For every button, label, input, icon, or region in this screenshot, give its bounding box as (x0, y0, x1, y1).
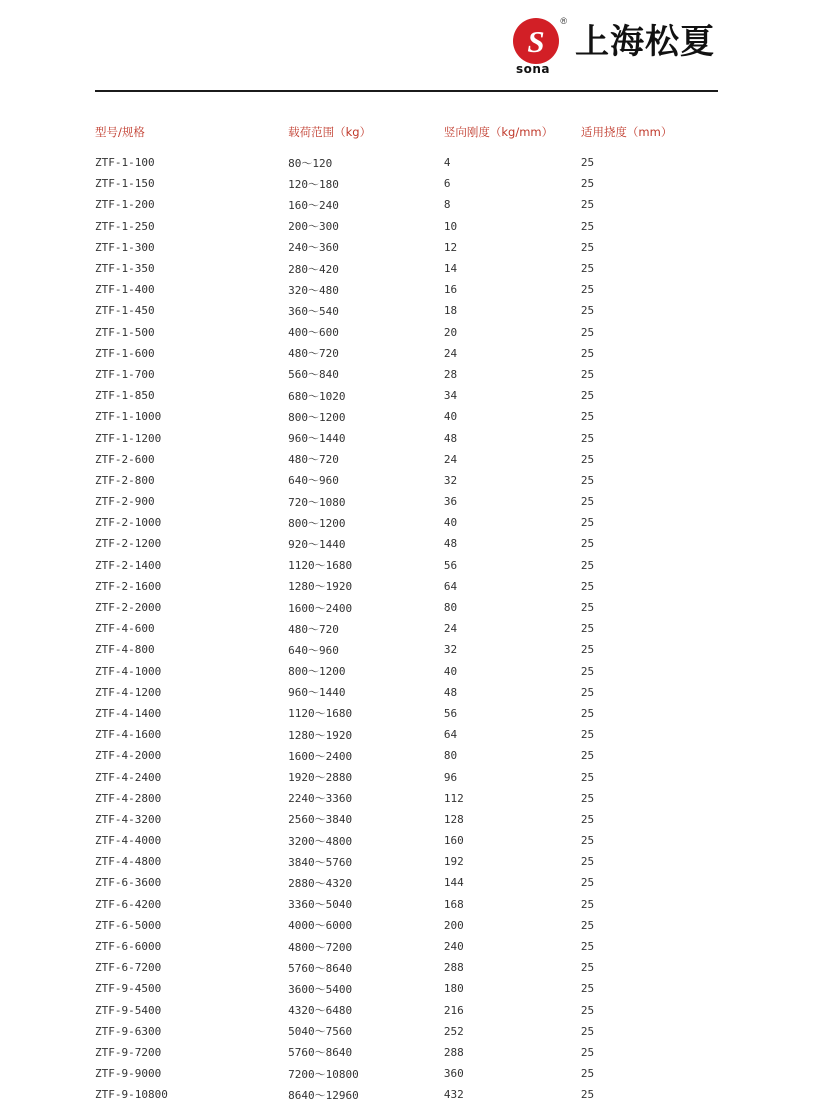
logo-chinese-name: 上海松夏 (575, 22, 715, 62)
cell-model: ZTF-4-800 (95, 643, 155, 657)
cell-deflection: 25 (580, 262, 595, 276)
cell-deflection: 25 (580, 346, 595, 360)
cell-vertical-stiffness: 288 (443, 1045, 464, 1059)
cell-load-range: 4320～6480 (288, 1004, 353, 1018)
cell-model: ZTF-6-6000 (95, 940, 162, 954)
cell-vertical-stiffness: 56 (443, 706, 458, 720)
cell-vertical-stiffness: 40 (443, 664, 458, 678)
table-row (95, 555, 718, 576)
table-row (95, 957, 718, 978)
header-divider (95, 90, 718, 92)
cell-vertical-stiffness: 40 (443, 410, 458, 424)
table-header-row (95, 124, 718, 152)
cell-vertical-stiffness: 16 (443, 283, 458, 297)
cell-model: ZTF-4-1200 (95, 685, 162, 699)
registered-trademark-icon: ® (560, 16, 567, 26)
table-row (95, 406, 718, 427)
table-row (95, 830, 718, 851)
cell-vertical-stiffness: 48 (443, 431, 458, 445)
cell-vertical-stiffness: 32 (443, 473, 458, 487)
column-header-vertical-stiffness: 竖向刚度（kg/mm） (443, 125, 554, 139)
table-row (95, 152, 718, 173)
table-row (95, 1042, 718, 1063)
table-row (95, 449, 718, 470)
cell-load-range: 400～600 (288, 326, 339, 340)
table-row (95, 788, 718, 809)
cell-vertical-stiffness: 48 (443, 685, 458, 699)
cell-load-range: 480～720 (288, 622, 339, 636)
cell-load-range: 1920～2880 (288, 771, 353, 785)
page-header (0, 0, 813, 92)
cell-vertical-stiffness: 80 (443, 601, 458, 615)
cell-load-range: 5760～8640 (288, 1046, 353, 1060)
cell-load-range: 280～420 (288, 262, 339, 276)
cell-load-range: 640～960 (288, 643, 339, 657)
table-row (95, 597, 718, 618)
cell-deflection: 25 (580, 622, 595, 636)
cell-vertical-stiffness: 80 (443, 749, 458, 763)
spec-table (95, 124, 718, 1105)
table-row (95, 1000, 718, 1021)
cell-deflection: 25 (580, 601, 595, 615)
cell-vertical-stiffness: 288 (443, 961, 464, 975)
cell-deflection: 25 (580, 452, 595, 466)
cell-model: ZTF-1-450 (95, 304, 155, 318)
cell-model: ZTF-1-500 (95, 325, 155, 339)
cell-deflection: 25 (580, 812, 595, 826)
cell-deflection: 25 (580, 219, 595, 233)
cell-model: ZTF-4-2400 (95, 770, 162, 784)
cell-load-range: 2240～3360 (288, 792, 353, 806)
cell-load-range: 360～540 (288, 304, 339, 318)
cell-vertical-stiffness: 96 (443, 770, 458, 784)
cell-model: ZTF-4-3200 (95, 812, 162, 826)
cell-load-range: 480～720 (288, 453, 339, 467)
table-row (95, 216, 718, 237)
cell-deflection: 25 (580, 367, 595, 381)
cell-deflection: 25 (580, 431, 595, 445)
cell-load-range: 3200～4800 (288, 834, 353, 848)
logo-latin-name: sona (516, 62, 551, 76)
cell-load-range: 2880～4320 (288, 876, 353, 890)
cell-load-range: 800～1200 (288, 516, 346, 530)
cell-vertical-stiffness: 48 (443, 537, 458, 551)
cell-deflection: 25 (580, 834, 595, 848)
cell-deflection: 25 (580, 876, 595, 890)
cell-deflection: 25 (580, 156, 595, 170)
cell-model: ZTF-1-850 (95, 389, 155, 403)
cell-load-range: 8640～12960 (288, 1088, 359, 1102)
cell-model: ZTF-1-400 (95, 283, 155, 297)
cell-deflection: 25 (580, 749, 595, 763)
cell-vertical-stiffness: 34 (443, 389, 458, 403)
cell-load-range: 240～360 (288, 241, 339, 255)
cell-load-range: 680～1020 (288, 389, 346, 403)
cell-model: ZTF-6-5000 (95, 918, 162, 932)
cell-vertical-stiffness: 64 (443, 728, 458, 742)
cell-load-range: 320～480 (288, 283, 339, 297)
spec-table-container (0, 92, 813, 1105)
cell-load-range: 200～300 (288, 220, 339, 234)
cell-deflection: 25 (580, 579, 595, 593)
cell-model: ZTF-9-4500 (95, 982, 162, 996)
cell-vertical-stiffness: 24 (443, 346, 458, 360)
cell-deflection: 25 (580, 495, 595, 509)
table-row (95, 237, 718, 258)
cell-deflection: 25 (580, 982, 595, 996)
table-row (95, 194, 718, 215)
table-row (95, 894, 718, 915)
table-row (95, 809, 718, 830)
cell-model: ZTF-6-4200 (95, 897, 162, 911)
cell-vertical-stiffness: 24 (443, 452, 458, 466)
cell-model: ZTF-4-4800 (95, 855, 162, 869)
cell-load-range: 1120～1680 (288, 559, 353, 573)
cell-load-range: 720～1080 (288, 495, 346, 509)
table-row (95, 364, 718, 385)
cell-deflection: 25 (580, 940, 595, 954)
cell-model: ZTF-2-800 (95, 473, 155, 487)
cell-model: ZTF-9-9000 (95, 1067, 162, 1081)
cell-deflection: 25 (580, 473, 595, 487)
table-row (95, 745, 718, 766)
table-row (95, 470, 718, 491)
table-row (95, 851, 718, 872)
cell-load-range: 960～1440 (288, 686, 346, 700)
cell-deflection: 25 (580, 1024, 595, 1038)
sona-logo-icon (513, 16, 567, 76)
cell-load-range: 160～240 (288, 198, 339, 212)
cell-vertical-stiffness: 216 (443, 1003, 464, 1017)
cell-model: ZTF-1-1200 (95, 431, 162, 445)
cell-model: ZTF-1-600 (95, 346, 155, 360)
cell-deflection: 25 (580, 516, 595, 530)
cell-deflection: 25 (580, 177, 595, 191)
cell-vertical-stiffness: 6 (443, 177, 451, 191)
cell-vertical-stiffness: 144 (443, 876, 464, 890)
cell-load-range: 1280～1920 (288, 728, 353, 742)
cell-vertical-stiffness: 192 (443, 855, 464, 869)
cell-vertical-stiffness: 112 (443, 791, 464, 805)
cell-model: ZTF-2-1400 (95, 558, 162, 572)
cell-vertical-stiffness: 40 (443, 516, 458, 530)
cell-model: ZTF-4-2000 (95, 749, 162, 763)
cell-model: ZTF-1-250 (95, 219, 155, 233)
cell-load-range: 1600～2400 (288, 601, 353, 615)
cell-load-range: 3600～5400 (288, 982, 353, 996)
cell-load-range: 800～1200 (288, 665, 346, 679)
cell-load-range: 1600～2400 (288, 749, 353, 763)
cell-model: ZTF-4-1400 (95, 706, 162, 720)
cell-model: ZTF-2-2000 (95, 601, 162, 615)
cell-vertical-stiffness: 32 (443, 643, 458, 657)
cell-load-range: 1120～1680 (288, 707, 353, 721)
table-row (95, 343, 718, 364)
cell-vertical-stiffness: 432 (443, 1088, 464, 1102)
table-row (95, 766, 718, 787)
cell-model: ZTF-1-1000 (95, 410, 162, 424)
cell-deflection: 25 (580, 558, 595, 572)
cell-vertical-stiffness: 24 (443, 622, 458, 636)
cell-load-range: 1280～1920 (288, 580, 353, 594)
cell-model: ZTF-9-6300 (95, 1024, 162, 1038)
cell-deflection: 25 (580, 1088, 595, 1102)
cell-deflection: 25 (580, 325, 595, 339)
cell-deflection: 25 (580, 389, 595, 403)
cell-deflection: 25 (580, 897, 595, 911)
cell-model: ZTF-2-1600 (95, 579, 162, 593)
cell-vertical-stiffness: 360 (443, 1067, 464, 1081)
table-row (95, 915, 718, 936)
cell-model: ZTF-9-10800 (95, 1088, 168, 1102)
cell-vertical-stiffness: 128 (443, 812, 464, 826)
cell-load-range: 120～180 (288, 177, 339, 191)
table-row (95, 639, 718, 660)
cell-model: ZTF-6-7200 (95, 961, 162, 975)
cell-vertical-stiffness: 4 (443, 156, 451, 170)
cell-deflection: 25 (580, 728, 595, 742)
cell-model: ZTF-1-200 (95, 198, 155, 212)
cell-vertical-stiffness: 168 (443, 897, 464, 911)
cell-model: ZTF-2-900 (95, 495, 155, 509)
cell-vertical-stiffness: 18 (443, 304, 458, 318)
cell-model: ZTF-1-100 (95, 156, 155, 170)
cell-model: ZTF-2-1200 (95, 537, 162, 551)
table-row (95, 512, 718, 533)
cell-deflection: 25 (580, 410, 595, 424)
cell-deflection: 25 (580, 537, 595, 551)
cell-vertical-stiffness: 252 (443, 1024, 464, 1038)
cell-model: ZTF-4-2800 (95, 791, 162, 805)
cell-model: ZTF-1-700 (95, 367, 155, 381)
cell-vertical-stiffness: 200 (443, 918, 464, 932)
table-row (95, 618, 718, 639)
cell-load-range: 80～120 (288, 156, 333, 170)
cell-load-range: 4800～7200 (288, 940, 353, 954)
cell-model: ZTF-9-5400 (95, 1003, 162, 1017)
cell-model: ZTF-2-1000 (95, 516, 162, 530)
cell-model: ZTF-1-150 (95, 177, 155, 191)
table-row (95, 300, 718, 321)
cell-deflection: 25 (580, 304, 595, 318)
cell-vertical-stiffness: 180 (443, 982, 464, 996)
cell-vertical-stiffness: 28 (443, 367, 458, 381)
cell-model: ZTF-6-3600 (95, 876, 162, 890)
cell-deflection: 25 (580, 855, 595, 869)
cell-load-range: 960～1440 (288, 432, 346, 446)
cell-deflection: 25 (580, 685, 595, 699)
table-row (95, 872, 718, 893)
cell-deflection: 25 (580, 283, 595, 297)
cell-vertical-stiffness: 240 (443, 940, 464, 954)
cell-model: ZTF-4-600 (95, 622, 155, 636)
cell-load-range: 3360～5040 (288, 898, 353, 912)
cell-load-range: 3840～5760 (288, 855, 353, 869)
company-logo (513, 16, 715, 76)
cell-deflection: 25 (580, 791, 595, 805)
cell-deflection: 25 (580, 770, 595, 784)
cell-model: ZTF-1-350 (95, 262, 155, 276)
cell-vertical-stiffness: 8 (443, 198, 451, 212)
table-row (95, 258, 718, 279)
cell-vertical-stiffness: 36 (443, 495, 458, 509)
cell-load-range: 800～1200 (288, 410, 346, 424)
table-row (95, 1084, 718, 1105)
table-row (95, 576, 718, 597)
table-row (95, 682, 718, 703)
cell-deflection: 25 (580, 1067, 595, 1081)
table-row (95, 1063, 718, 1084)
column-header-model: 型号/规格 (95, 125, 145, 139)
column-header-load-range: 载荷范围（kg） (288, 125, 372, 139)
cell-model: ZTF-4-1000 (95, 664, 162, 678)
logo-letter: S (527, 23, 545, 59)
table-header (95, 124, 718, 152)
table-row (95, 1021, 718, 1042)
cell-deflection: 25 (580, 240, 595, 254)
cell-deflection: 25 (580, 643, 595, 657)
cell-deflection: 25 (580, 1003, 595, 1017)
cell-deflection: 25 (580, 664, 595, 678)
table-row (95, 385, 718, 406)
cell-model: ZTF-2-600 (95, 452, 155, 466)
cell-vertical-stiffness: 64 (443, 579, 458, 593)
table-row (95, 491, 718, 512)
table-body (95, 152, 718, 1105)
cell-vertical-stiffness: 14 (443, 262, 458, 276)
cell-load-range: 4000～6000 (288, 919, 353, 933)
table-row (95, 173, 718, 194)
cell-model: ZTF-9-7200 (95, 1045, 162, 1059)
cell-model: ZTF-4-4000 (95, 834, 162, 848)
cell-load-range: 640～960 (288, 474, 339, 488)
cell-model: ZTF-1-300 (95, 240, 155, 254)
cell-deflection: 25 (580, 918, 595, 932)
column-header-deflection: 适用挠度（mm） (580, 125, 673, 139)
cell-load-range: 7200～10800 (288, 1067, 359, 1081)
cell-vertical-stiffness: 12 (443, 240, 458, 254)
table-row (95, 661, 718, 682)
table-row (95, 724, 718, 745)
cell-vertical-stiffness: 20 (443, 325, 458, 339)
table-row (95, 978, 718, 999)
cell-deflection: 25 (580, 706, 595, 720)
table-row (95, 279, 718, 300)
cell-vertical-stiffness: 56 (443, 558, 458, 572)
table-row (95, 427, 718, 448)
cell-load-range: 480～720 (288, 347, 339, 361)
cell-deflection: 25 (580, 1045, 595, 1059)
cell-load-range: 5040～7560 (288, 1025, 353, 1039)
cell-load-range: 560～840 (288, 368, 339, 382)
cell-load-range: 920～1440 (288, 537, 346, 551)
cell-deflection: 25 (580, 961, 595, 975)
cell-model: ZTF-4-1600 (95, 728, 162, 742)
table-row (95, 322, 718, 343)
cell-load-range: 5760～8640 (288, 961, 353, 975)
cell-deflection: 25 (580, 198, 595, 212)
table-row (95, 533, 718, 554)
cell-load-range: 2560～3840 (288, 813, 353, 827)
table-row (95, 703, 718, 724)
cell-vertical-stiffness: 160 (443, 834, 464, 848)
cell-vertical-stiffness: 10 (443, 219, 458, 233)
